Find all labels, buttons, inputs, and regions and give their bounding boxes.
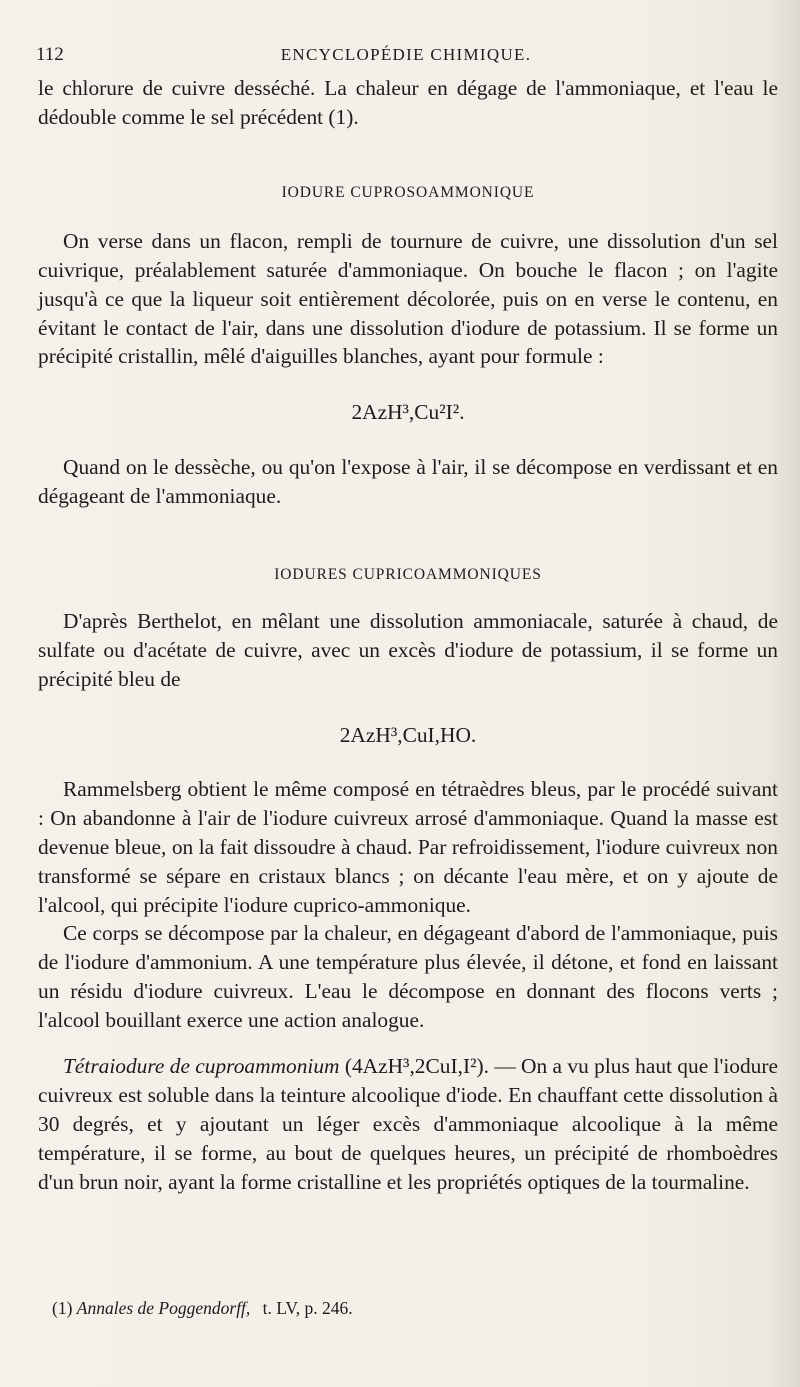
footnote-source: Annales de Poggendorff, bbox=[76, 1298, 251, 1318]
section1-paragraph-2: Quand on le dessèche, ou qu'on l'expose à l'air, il se décompose en verdissant et en dégageant de l'ammoniaque. bbox=[38, 455, 778, 509]
footnote bbox=[52, 1298, 353, 1319]
formula-cupricoammonique: 2AzH³,CuI,HO. bbox=[339, 722, 477, 747]
section1-paragraph-1: On verse dans un flacon, rempli de tournure de cuivre, une dissolution d'un sel cuivrique, préalablement saturée d'ammoniaque. On bouche le flacon ; on l'agite jusqu'à ce que la liqueur soit entièrement décolorée, puis on en verse le contenu, en évitant le contact de l'air, dans une dissolution d'iodure de potassium. Il se forme un précipité cristallin, mêlé d'aiguilles blanches, ayant pour formule : bbox=[38, 228, 778, 369]
body-text bbox=[38, 74, 778, 1197]
footnote-marker: (1) bbox=[52, 1298, 73, 1318]
running-head: ENCYCLOPÉDIE CHIMIQUE. bbox=[280, 45, 532, 64]
tetraiodure-title: Tétraiodure de cuproammonium bbox=[63, 1054, 340, 1079]
tetraiodure-formula: (4AzH³,2CuI,I²). bbox=[344, 1054, 489, 1079]
tetraiodure-text: — On a vu plus haut que l'iodure cuivreux est soluble dans la teinture alcoolique d'iode. En chauffant cette dissolution à 30 degrés, et y ajoutant un léger excès d'ammoniaque alcoolique à la même température, il se forme, au bout de quelques heures, un précipité de rhomboèdres d'un brun noir, ayant la forme cristalline et les propriétés optiques de la tourmaline. bbox=[38, 1054, 778, 1194]
section-heading-iodures-cupricoammoniques: IODURES CUPRICOAMMONIQUES bbox=[274, 566, 542, 584]
section-heading-iodure-cuprosoammonique: IODURE CUPROSOAMMONIQUE bbox=[281, 183, 535, 201]
section2-paragraph-4 bbox=[38, 1052, 778, 1197]
section2-paragraph-3: Ce corps se décompose par la chaleur, en dégageant d'abord de l'ammoniaque, puis de l'iodure d'ammonium. A une température plus élevée, il détone, et fond en laissant un résidu d'iodure cuivreux. L'eau le décompose en donnant des flocons verts ; l'alcool bouillant exerce une action analogue. bbox=[38, 921, 778, 1033]
intro-paragraph: le chlorure de cuivre desséché. La chaleur en dégage de l'ammoniaque, et l'eau le dédouble comme le sel précédent (1). bbox=[38, 76, 778, 129]
page-header bbox=[36, 44, 776, 68]
footnote-reference: t. LV, p. 246. bbox=[262, 1298, 353, 1318]
section2-paragraph-2: Rammelsberg obtient le même composé en tétraèdres bleus, par le procédé suivant : On abandonne à l'air de l'iodure cuivreux arrosé d'ammoniaque. Quand la masse est devenue bleue, on la fait dissoudre à chaud. Par refroidissement, l'iodure cuivreux non transformé se sépare en cristaux blancs ; on décante l'eau mère, et on y ajoute de l'alcool, qui précipite l'iodure cuprico-ammonique. bbox=[38, 776, 778, 917]
formula-cuprosoammonique: 2AzH³,Cu²I². bbox=[351, 400, 465, 425]
page-number: 112 bbox=[36, 44, 64, 65]
section2-paragraph-1: D'après Berthelot, en mêlant une dissolution ammoniacale, saturée à chaud, de sulfate ou d'acétate de cuivre, avec un excès d'iodure de potassium, il se forme un précipité bleu de bbox=[38, 609, 778, 691]
